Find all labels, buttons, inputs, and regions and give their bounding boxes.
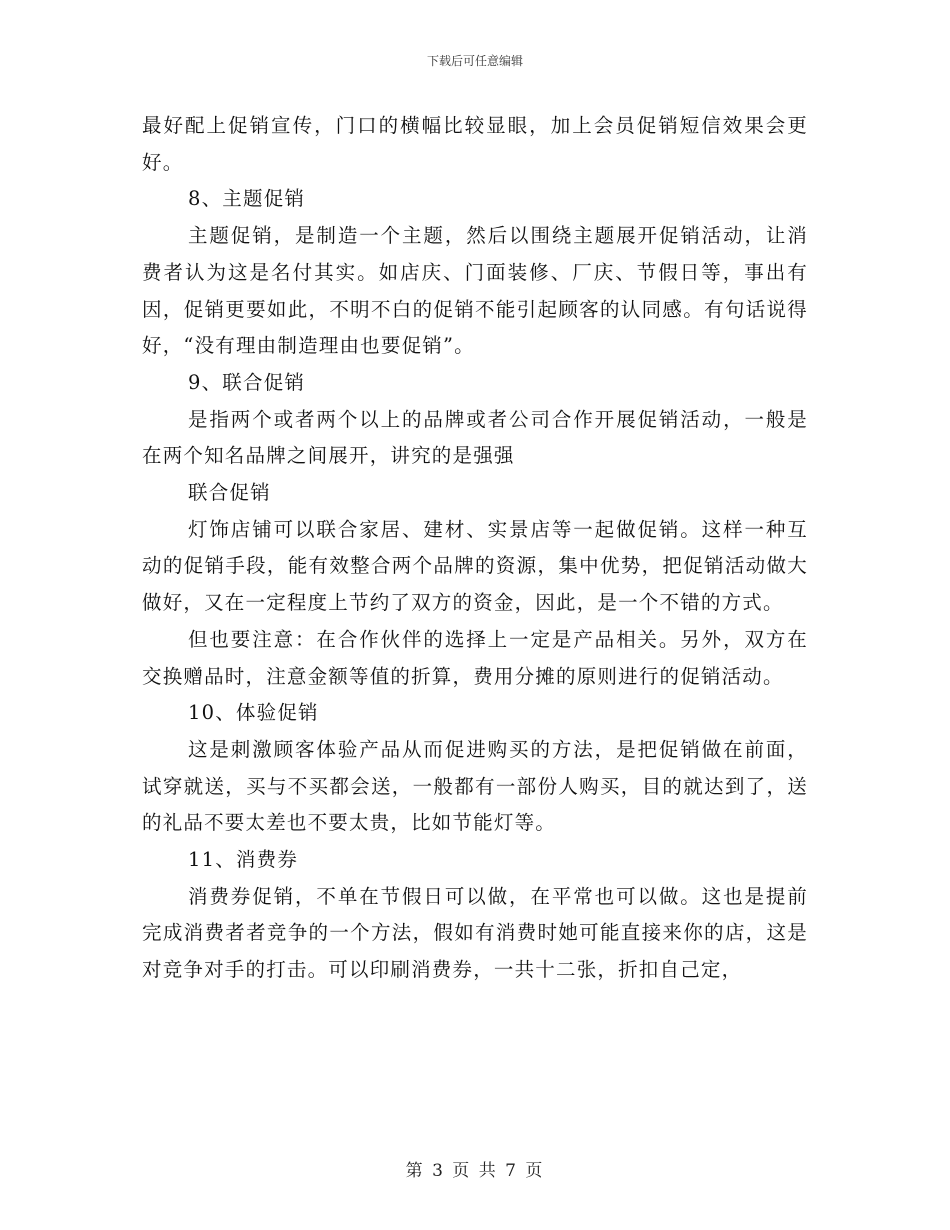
page-number-footer: 第 3 页 共 7 页 xyxy=(405,1161,545,1181)
paragraph-joint-promotion-definition: 是指两个或者两个以上的品牌或者公司合作开展促销活动，一般是在两个知名品牌之间展开，讲究的是强强 xyxy=(142,407,808,468)
section-heading-11: 11、消费券 xyxy=(188,848,299,872)
paragraph-joint-promotion-notes: 但也要注意：在合作伙伴的选择上一定是产品相关。另外，双方在交换赠品时，注意金额等值的折算，费用分摊的原则进行的促销活动。 xyxy=(142,627,808,688)
section-heading-10: 10、体验促销 xyxy=(188,701,319,725)
page-header: 下载后可任意编辑 xyxy=(426,54,523,68)
paragraph-intro: 最好配上促销宣传，门口的横幅比较显眼，加上会员促销短信效果会更好。 xyxy=(142,114,808,174)
document-body xyxy=(142,108,808,989)
paragraph-experience-promotion: 这是刺激顾客体验产品从而促进购买的方法，是把促销做在前面，试穿就送，买与不买都会送，一般都有一部份人购买，目的就达到了，送的礼品不要太差也不要太贵，比如节能灯等。 xyxy=(142,737,808,835)
section-heading-8: 8、主题促销 xyxy=(188,187,306,211)
section-heading-9: 9、联合促销 xyxy=(188,370,306,394)
paragraph-theme-promotion: 主题促销，是制造一个主题，然后以围绕主题展开促销活动，让消费者认为这是名付其实。如店庆、门面装修、厂庆、节假日等，事出有因，促销更要如此，不明不白的促销不能引起顾客的认同感。有句话说得好，“没有理由制造理由也要促销”。 xyxy=(142,224,808,358)
paragraph-joint-promotion-lighting: 灯饰店铺可以联合家居、建材、实景店等一起做促销。这样一种互动的促销手段，能有效整合两个品牌的资源，集中优势，把促销活动做大做好，又在一定程度上节约了双方的资金，因此，是一个不错的方式。 xyxy=(142,517,808,615)
subsection-heading-joint-promotion: 联合促销 xyxy=(188,481,271,505)
paragraph-coupon-promotion: 消费券促销，不单在节假日可以做，在平常也可以做。这也是提前完成消费者者竞争的一个方法，假如有消费时她可能直接来你的店，这是对竞争对手的打击。可以印刷消费券，一共十二张，折扣自己定， xyxy=(142,884,808,982)
